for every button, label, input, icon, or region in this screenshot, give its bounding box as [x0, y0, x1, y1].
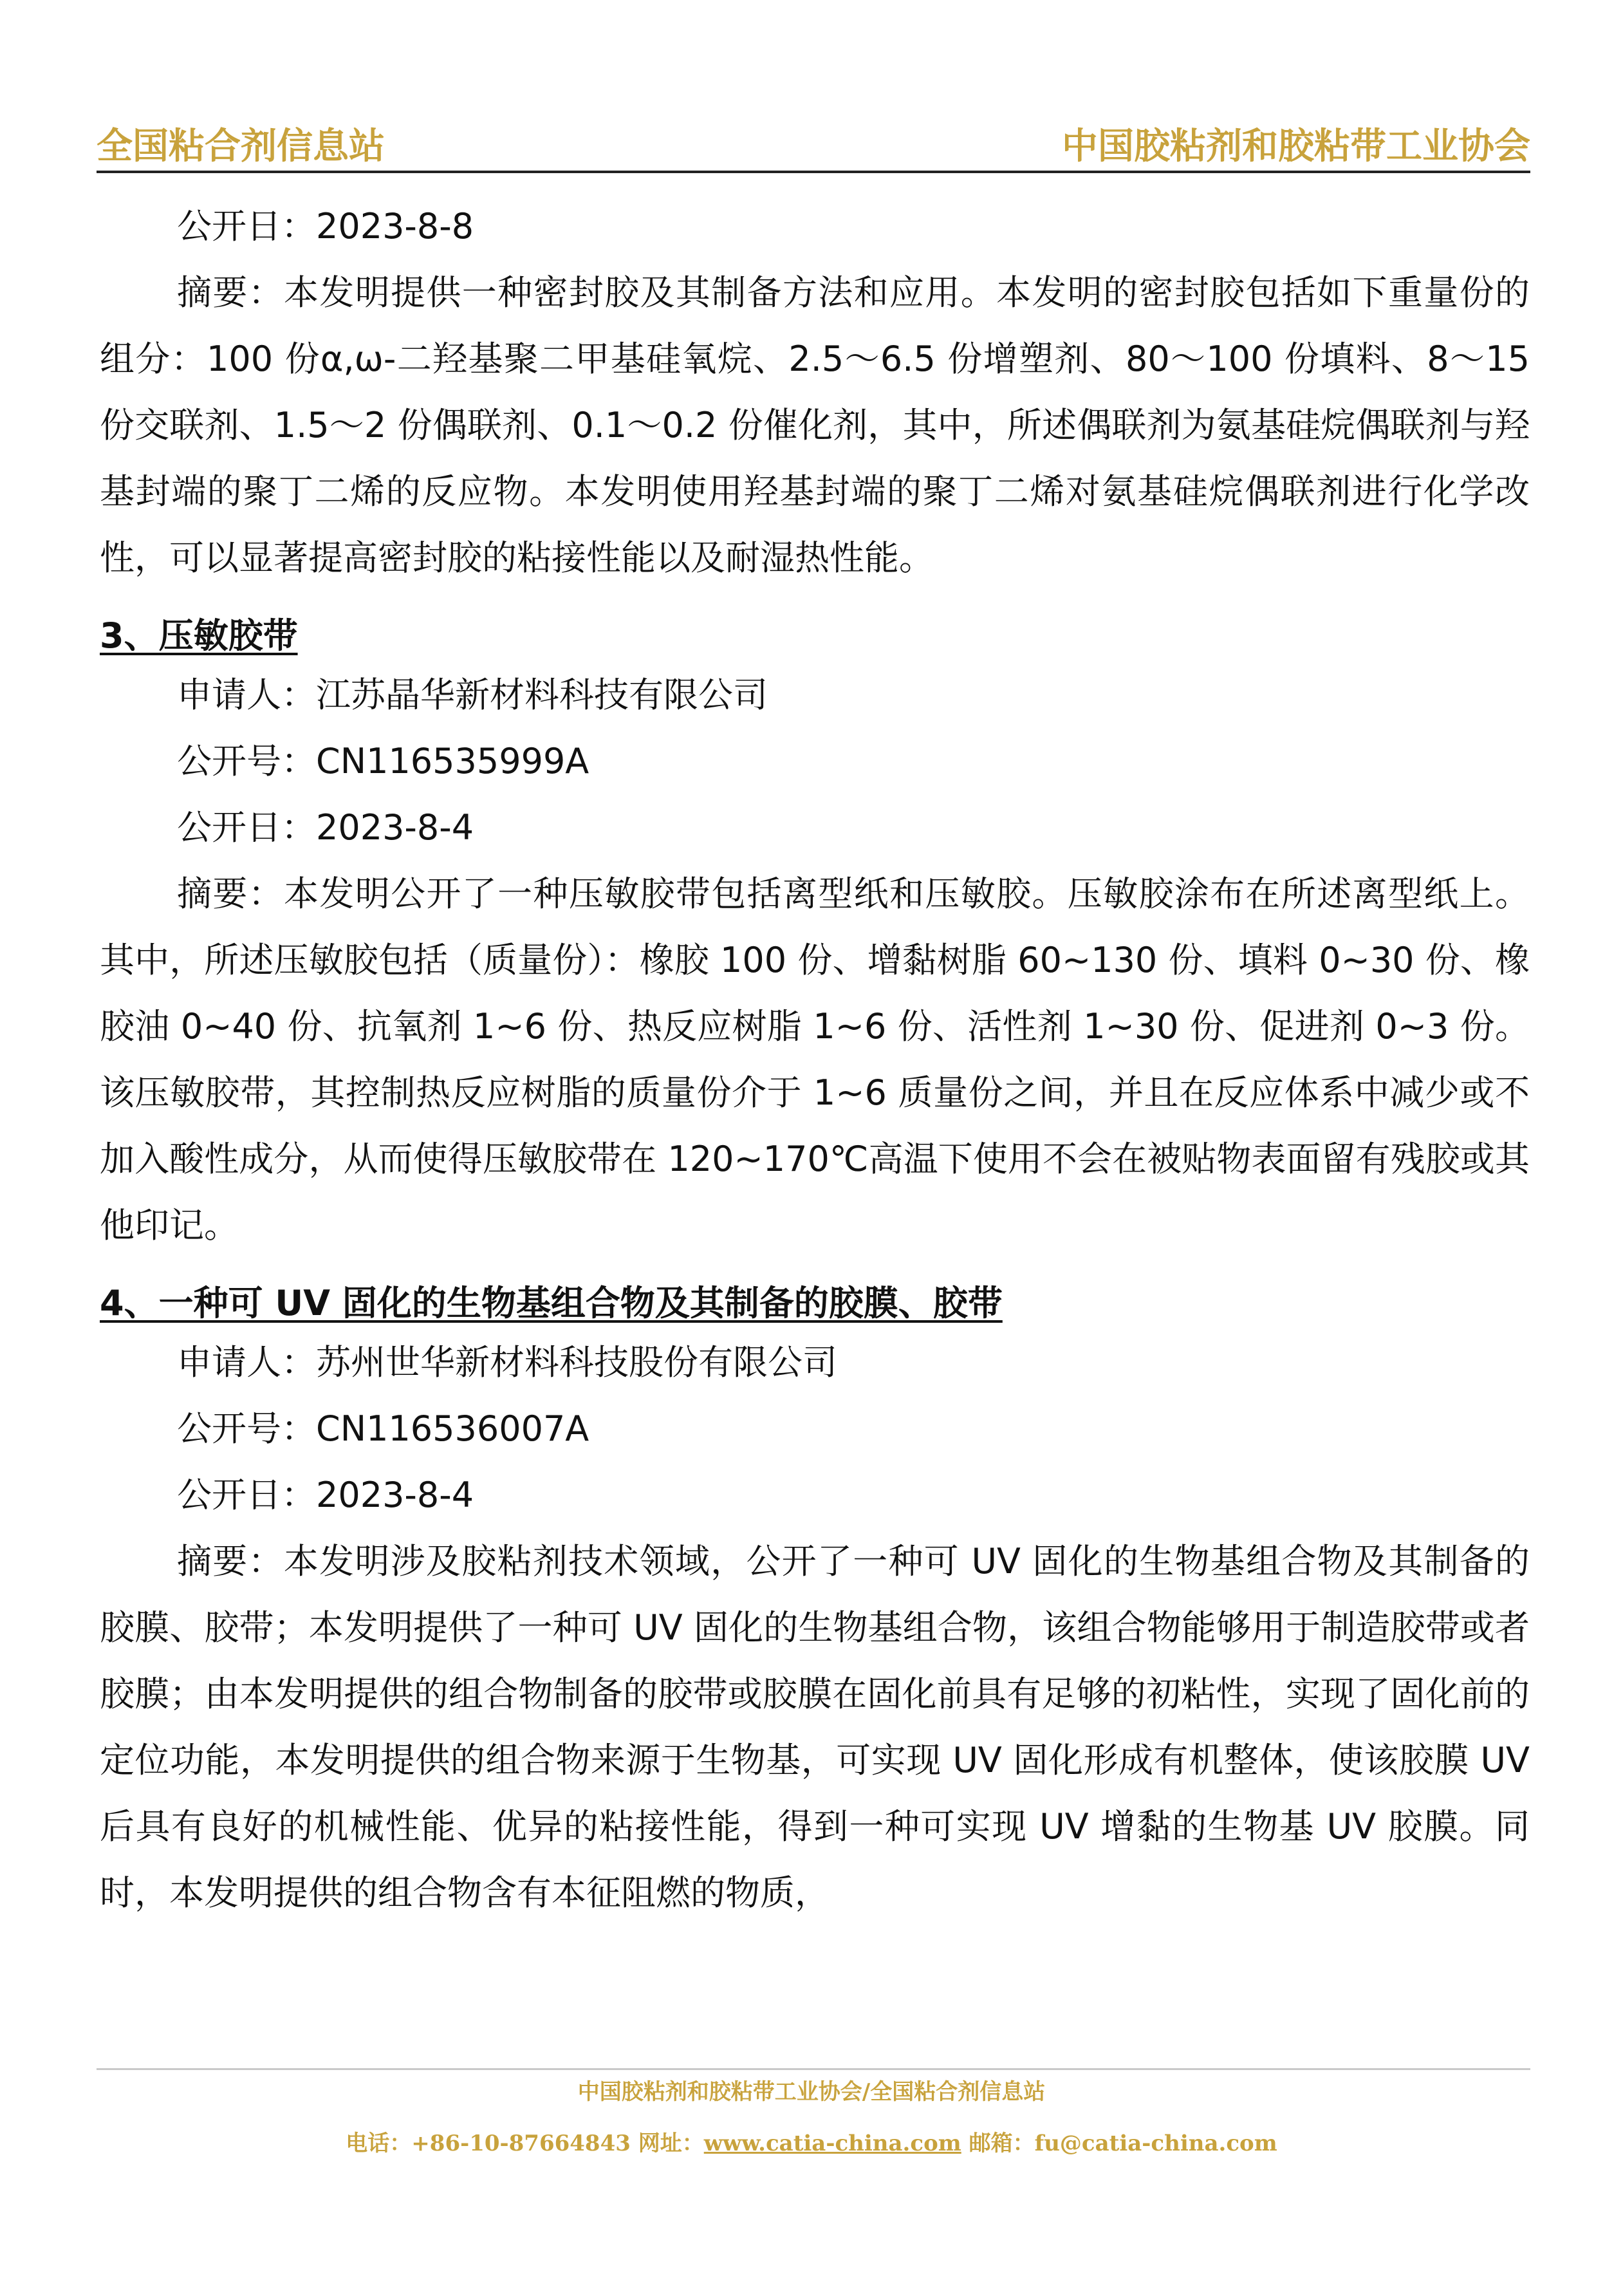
- footer-website-link[interactable]: www.catia-china.com: [703, 2131, 961, 2156]
- item-heading-wrap: [100, 1258, 1530, 1329]
- page-header: [97, 113, 1530, 173]
- footer-email[interactable]: fu@catia-china.com: [1034, 2131, 1277, 2156]
- header-association-name: 中国胶粘剂和胶粘带工业协会: [1062, 125, 1530, 167]
- abstract: 摘要：本发明提供一种密封胶及其制备方法和应用。本发明的密封胶包括如下重量份的组分：100 份α,ω-二羟基聚二甲基硅氧烷、2.5～6.5 份增塑剂、80～100 份填料、8～15 份交联剂、1.5～2 份偶联剂、0.1～0.2 份催化剂，其中，所述偶联剂为氨基硅烷偶联剂与羟基封端的聚丁二烯的反应物。本发明使用羟基封端的聚丁二烯对氨基硅烷偶联剂进行化学改性，可以显著提高密封胶的粘接性能以及耐湿热性能。: [100, 272, 1530, 578]
- page-content: [100, 193, 1530, 1926]
- item-heading-wrap: [100, 591, 1530, 662]
- item-2-tail: [100, 193, 1530, 591]
- item-4: [100, 1258, 1530, 1926]
- abstract: 摘要：本发明公开了一种压敏胶带包括离型纸和压敏胶。压敏胶涂布在所述离型纸上。其中，所述压敏胶包括（质量份）：橡胶 100 份、增黏树脂 60~130 份、填料 0~30 份、橡胶油 0~40 份、抗氧剂 1~6 份、热反应树脂 1~6 份、活性剂 1~30 份、促进剂 0~3 份。该压敏胶带，其控制热反应树脂的质量份介于 1~6 质量份之间，并且在反应体系中减少或不加入酸性成分，从而使得压敏胶带在 120~170℃高温下使用不会在被贴物表面留有残胶或其他印记。: [100, 873, 1530, 1246]
- footer-contact: [0, 2125, 1623, 2157]
- item-3: [100, 591, 1530, 1258]
- publication-date: 公开日：2023-8-4: [177, 1475, 474, 1515]
- abstract: 摘要：本发明涉及胶粘剂技术领域，公开了一种可 UV 固化的生物基组合物及其制备的胶膜、胶带；本发明提供了一种可 UV 固化的生物基组合物，该组合物能够用于制造胶带或者胶膜；由本发明提供的组合物制备的胶带或胶膜在固化前具有足够的初粘性，实现了固化前的定位功能，本发明提供的组合物来源于生物基，可实现 UV 固化形成有机整体，使该胶膜 UV 后具有良好的机械性能、优异的粘接性能，得到一种可实现 UV 增黏的生物基 UV 胶膜。同时，本发明提供的组合物含有本征阻燃的物质，: [100, 1541, 1530, 1913]
- publication-date: 公开日：2023-8-4: [177, 807, 474, 848]
- footer-phone: 电话：+86-10-87664843 网址：: [346, 2131, 704, 2156]
- item-title: 4、一种可 UV 固化的生物基组合物及其制备的胶膜、胶带: [100, 1283, 1003, 1323]
- footer-organization: 中国胶粘剂和胶粘带工业协会/全国粘合剂信息站: [577, 2079, 1046, 2105]
- applicant: 申请人：江苏晶华新材料科技有限公司: [177, 675, 768, 715]
- publication-date: 公开日：2023-8-8: [177, 206, 474, 247]
- applicant: 申请人：苏州世华新材料科技股份有限公司: [177, 1342, 837, 1383]
- header-site-name: 全国粘合剂信息站: [97, 125, 385, 167]
- footer-email-label: 邮箱：: [961, 2131, 1035, 2156]
- footer-divider: [97, 2068, 1530, 2070]
- item-title: 3、压敏胶带: [100, 615, 298, 656]
- publication-number: 公开号：CN116536007A: [177, 1408, 589, 1449]
- publication-number: 公开号：CN116535999A: [177, 741, 589, 781]
